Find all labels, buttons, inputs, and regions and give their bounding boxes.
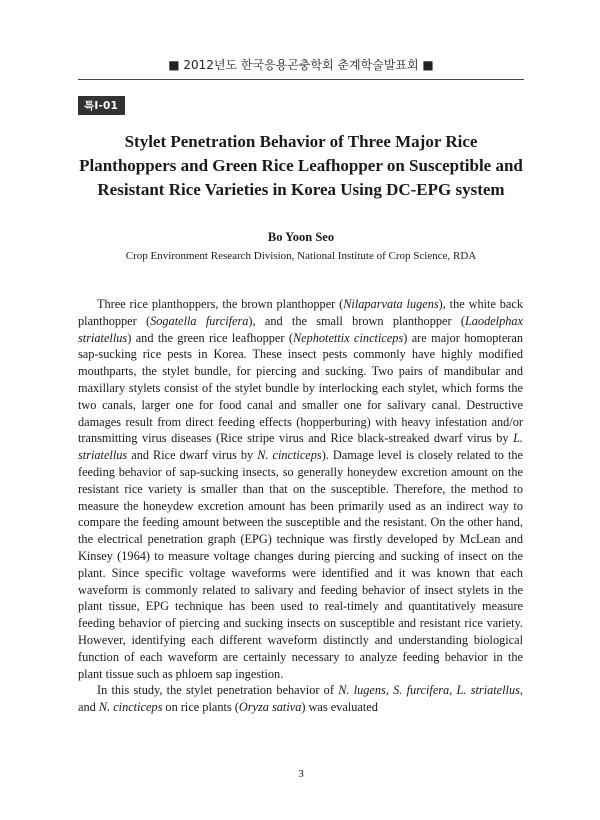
species-name: L. striatellus (78, 431, 523, 463)
species-name: N. lugens (338, 683, 386, 698)
page-number: 3 (298, 768, 304, 780)
text-span: ). Damage level is closely related to the feeding behavior of sap-sucking insects, so generally honeydew excretion amount on the resistant rice variety is smaller than that on the susceptible. Therefore, the method to measure the honeydew excretion amount has been primarily used as an indirect way to compare the feeding amount between the susceptible and the resistant. On the other hand, the electrical penetration graph (EPG) technique was firstly developed by McLean and Kinsey (1964) to measure voltage changes during piercing and sucking of insect on the plant. Since specific voltage waveforms were identified and it was known that each waveform is commonly related to salivary and feeding behavior of insect stylets in the plant tissue, EPG technique has been used to real-timely and quantitatively measure feeding behavior of piercing and sucking insects on susceptible and resistant rice variety. However, identifying each different waveform distinctly and understanding biological function of each waveform are certainly necessary to analyze feeding behavior in the plant tissue such as phloem sap ingestion. (78, 448, 523, 681)
author-affiliation: Crop Environment Research Division, National Institute of Crop Science, RDA (125, 250, 477, 262)
text-span: and Rice dwarf virus by (127, 448, 258, 463)
species-name: Oryza sativa (238, 700, 302, 715)
species-name: Nephotettix cincticeps (292, 330, 404, 345)
species-name: N. cincticeps (98, 700, 163, 715)
text-span: on rice plants ( (162, 700, 239, 715)
abstract-body (78, 296, 523, 716)
paragraph-2 (78, 682, 523, 716)
species-name: N. cincticeps (257, 448, 322, 463)
text-span: , (449, 683, 457, 698)
paragraph-1 (78, 296, 523, 682)
text-span: ), the white back planthopper ( (78, 297, 523, 328)
species-name: Sogatella furcifera (150, 313, 249, 328)
session-tag: 특I-01 (78, 96, 125, 115)
text-span: Three rice planthoppers, the brown planthopper ( (97, 297, 344, 311)
text-span: ) are major homopteran sap-sucking rice pests in Korea. These insect pests commonly have highly modified mouthparts, the stylet bundle, for piercing and sucking. Two pairs of mandibular and maxillary stylets consist of the stylet bundle by interlocking each stylet, which forms the two canals, larger one for food canal and smaller one for salivary canal. Destructive damages result from direct feeding effects (hopperburing) with heavy infestation and/or transmitting virus diseases (Rice stripe virus and Rice black-streaked dwarf virus by (78, 330, 523, 446)
author-name: Bo Yoon Seo (267, 230, 335, 244)
conference-header: ■ 2012년도 한국응용곤충학회 춘계학술발표회 ■ (168, 58, 434, 72)
text-span: In this study, the stylet penetration behavior of (97, 683, 339, 698)
text-span: ) was evaluated (301, 700, 378, 715)
paper-title: Stylet Penetration Behavior of Three Major Rice Planthoppers and Green Rice Leafhopper on Susceptible and Resistant Rice Varieties in Korea Using DC-EPG system (79, 132, 523, 199)
species-name: L. striatellus (456, 683, 520, 698)
species-name: S. furcifera (393, 683, 450, 698)
species-name: Nilaparvata lugens (343, 297, 439, 311)
header-rule (78, 79, 524, 80)
text-span: , (385, 683, 394, 698)
text-span: ), and the small brown planthopper ( (248, 313, 465, 328)
text-span: , and (78, 683, 523, 715)
species-name: Laodelphax striatellus (78, 313, 523, 345)
text-span: ) and the green rice leafhopper ( (127, 330, 293, 345)
